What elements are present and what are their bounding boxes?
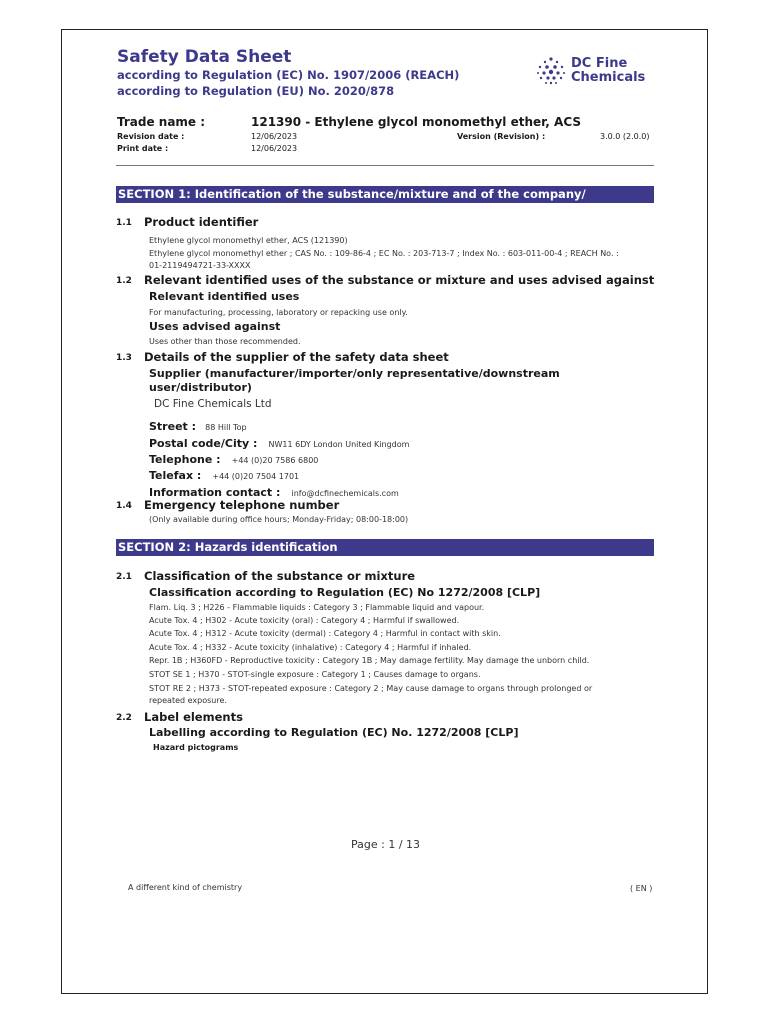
trade-name-value: 121390 - Ethylene glycol monomethyl ether, ACS bbox=[251, 115, 581, 129]
s21-title: Classification of the substance or mixture bbox=[144, 569, 416, 583]
document-title: Safety Data Sheet bbox=[117, 47, 292, 67]
hazard-line: Acute Tox. 4 ; H312 - Acute toxicity (dermal) : Category 4 ; Harmful in contact with skin. bbox=[149, 629, 501, 638]
s12-sub-advised: Uses advised against bbox=[149, 320, 281, 333]
logo-text-dc: DC Fine bbox=[571, 56, 628, 71]
s22-title: Label elements bbox=[144, 710, 243, 724]
telefax-label: Telefax : bbox=[149, 469, 202, 482]
s13-supplier-heading-1: Supplier (manufacturer/importer/only representative/downstream bbox=[149, 367, 560, 380]
s11-title: Product identifier bbox=[144, 215, 259, 229]
info-contact-email[interactable]: info@dcfinechemicals.com bbox=[291, 489, 399, 498]
postal-value: NW11 6DY London United Kingdom bbox=[268, 440, 410, 449]
logo-text-chemicals: Chemicals bbox=[571, 70, 646, 85]
header-divider bbox=[116, 165, 654, 166]
regulation-reach: according to Regulation (EC) No. 1907/2006 (REACH) bbox=[117, 68, 460, 82]
hazard-line: STOT RE 2 ; H373 - STOT-repeated exposure : Category 2 ; May cause damage to organs through prolonged or bbox=[149, 684, 593, 693]
street-label: Street : bbox=[149, 420, 197, 433]
print-date-value: 12/06/2023 bbox=[251, 144, 298, 153]
s14-text: (Only available during office hours; Monday-Friday; 08:00-18:00) bbox=[149, 515, 409, 524]
street-value: 88 Hill Top bbox=[205, 423, 247, 432]
revision-date-label: Revision date : bbox=[117, 132, 185, 141]
molecule-dots-icon bbox=[535, 56, 567, 86]
hazard-line: Acute Tox. 4 ; H332 - Acute toxicity (inhalative) : Category 4 ; Harmful if inhaled. bbox=[149, 643, 472, 652]
telephone-value[interactable]: +44 (0)20 7586 6800 bbox=[231, 456, 319, 465]
version-label: Version (Revision) : bbox=[457, 132, 546, 141]
page-number: Page : 1 / 13 bbox=[351, 838, 421, 851]
hazard-line: Flam. Liq. 3 ; H226 - Flammable liquids : Category 3 ; Flammable liquid and vapour. bbox=[149, 603, 485, 612]
s13-title: Details of the supplier of the safety data sheet bbox=[144, 350, 449, 364]
hazard-line: Repr. 1B ; H360FD - Reproductive toxicity : Category 1B ; May damage fertility. May damage the unborn child. bbox=[149, 656, 590, 665]
s12-title: Relevant identified uses of the substance or mixture and uses advised against bbox=[144, 273, 655, 287]
company-name: DC Fine Chemicals Ltd bbox=[154, 398, 272, 410]
section1-header: SECTION 1: Identification of the substance/mixture and of the company/ undertaking bbox=[116, 186, 654, 203]
section2-header: SECTION 2: Hazards identification bbox=[116, 539, 654, 556]
s12-text-advised: Uses other than those recommended. bbox=[149, 337, 301, 346]
s12-sub-identified: Relevant identified uses bbox=[149, 290, 300, 303]
s11-line1: Ethylene glycol monomethyl ether, ACS (121390) bbox=[149, 236, 348, 245]
s13-supplier-heading-2: user/distributor) bbox=[149, 381, 252, 394]
s21-clp-heading: Classification according to Regulation (EC) No 1272/2008 [CLP] bbox=[149, 586, 541, 599]
hazard-line: STOT SE 1 ; H370 - STOT-single exposure : Category 1 ; Causes damage to organs. bbox=[149, 670, 481, 679]
s21-number: 2.1 bbox=[116, 572, 132, 582]
regulation-eu: according to Regulation (EU) No. 2020/878 bbox=[117, 84, 395, 98]
company-logo bbox=[535, 56, 645, 90]
s11-number: 1.1 bbox=[116, 218, 132, 228]
language-indicator: ( EN ) bbox=[630, 884, 653, 893]
telephone-label: Telephone : bbox=[149, 453, 221, 466]
hazard-pictograms-heading: Hazard pictograms bbox=[153, 743, 239, 752]
s12-number: 1.2 bbox=[116, 276, 132, 286]
hazard-line: Acute Tox. 4 ; H302 - Acute toxicity (oral) : Category 4 ; Harmful if swallowed. bbox=[149, 616, 460, 625]
print-date-label: Print date : bbox=[117, 144, 169, 153]
telefax-value: +44 (0)20 7504 1701 bbox=[212, 472, 300, 481]
s12-text-identified: For manufacturing, processing, laboratory or repacking use only. bbox=[149, 308, 408, 317]
s11-line3: 01-2119494721-33-XXXX bbox=[149, 261, 251, 270]
trade-name-label: Trade name : bbox=[117, 115, 206, 129]
version-value: 3.0.0 (2.0.0) bbox=[600, 132, 650, 141]
s11-line2: Ethylene glycol monomethyl ether ; CAS No. : 109-86-4 ; EC No. : 203-713-7 ; Index No. : 603-011-00-4 ; REACH No. : bbox=[149, 249, 619, 258]
footer-slogan: A different kind of chemistry bbox=[128, 883, 243, 892]
s13-number: 1.3 bbox=[116, 353, 132, 363]
s22-number: 2.2 bbox=[116, 713, 132, 723]
s14-number: 1.4 bbox=[116, 501, 132, 511]
info-contact-label: Information contact : bbox=[149, 486, 281, 499]
s14-title: Emergency telephone number bbox=[144, 498, 340, 512]
postal-label: Postal code/City : bbox=[149, 437, 258, 450]
s22-labelling-heading: Labelling according to Regulation (EC) No. 1272/2008 [CLP] bbox=[149, 726, 519, 739]
revision-date-value: 12/06/2023 bbox=[251, 132, 298, 141]
hazard-line: repeated exposure. bbox=[149, 696, 227, 705]
